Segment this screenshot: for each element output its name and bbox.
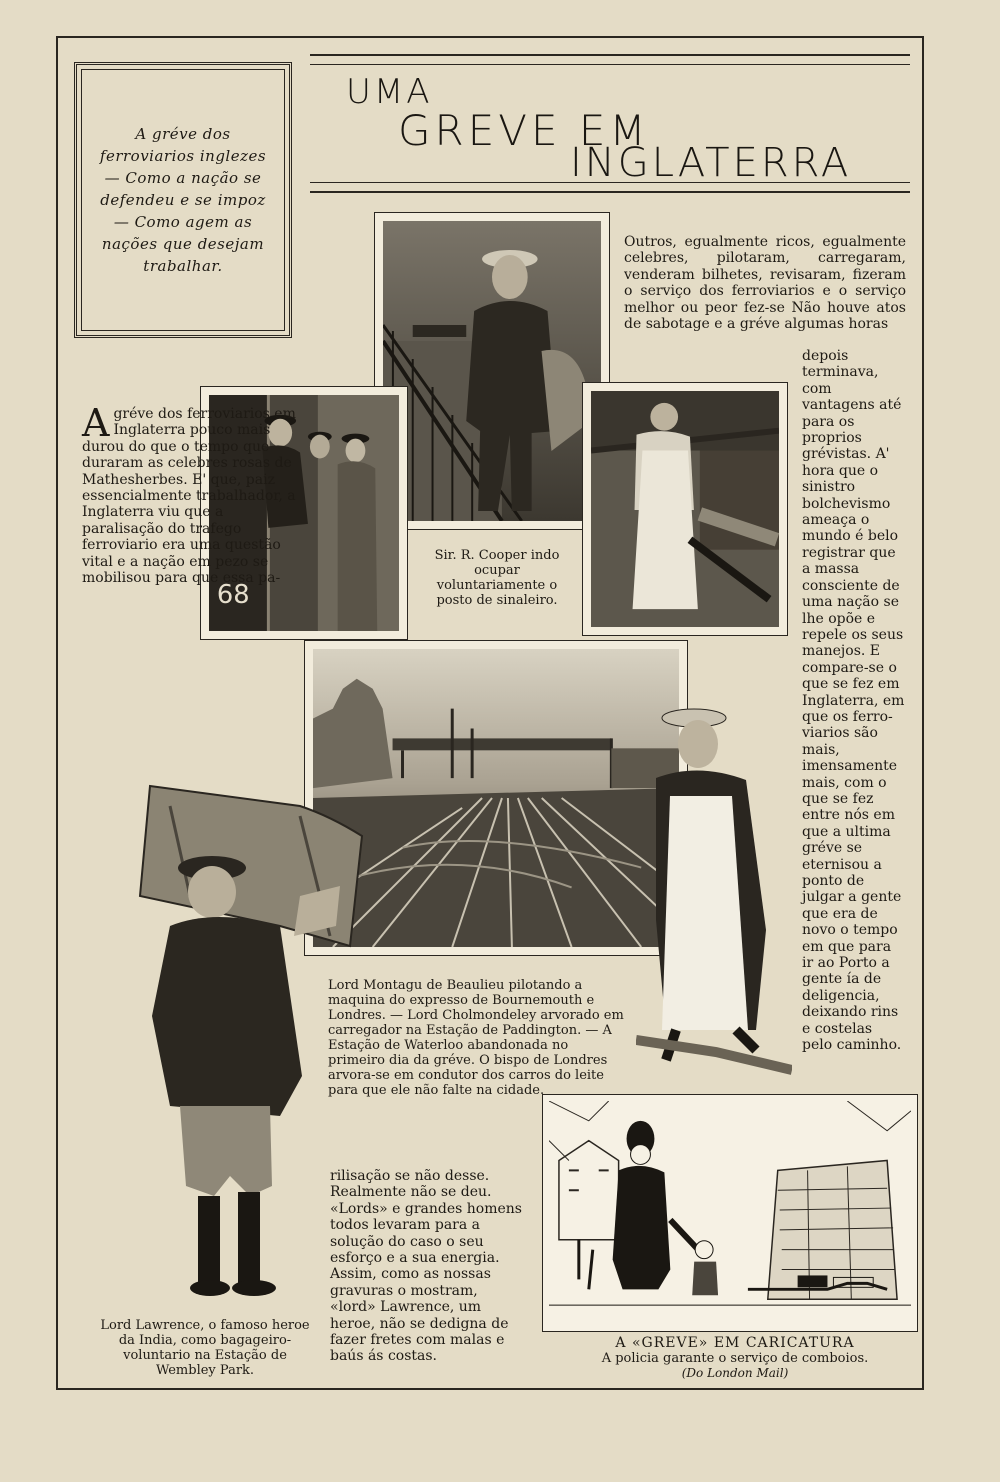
intro-text: A gréve dos ferroviarios inglezes— Como a nação se defendeu e se impoz— Como agem as nações que desejam trabalhar.: [99, 125, 267, 275]
cartoon-illustration: [542, 1094, 918, 1332]
photo-cooper-image: [383, 221, 601, 521]
title-rule-top: [310, 54, 910, 65]
photo-porter-apron: [636, 700, 792, 1080]
photo-porter-cart: [582, 382, 788, 636]
photo-porter-apron-image: [636, 700, 792, 1080]
locomotive-number: 68: [216, 580, 250, 611]
right-top-text: Outros, egualmente ricos, egualmente celebres, pilotaram, carregaram, venderam bilhetes, revisaram, fizeram o serviço dos ferroviarios e o serviço melhor ou peor fez-se Não houve atos de sabotage e a gréve algumas horas: [624, 234, 906, 333]
photo-cooper-signalman: [374, 212, 610, 530]
caption-cooper: Sir. R. Cooper indo ocupar voluntariamente o posto de sinaleiro.: [434, 548, 560, 608]
mid-bottom-text: rilisação se não desse. Realmente não se deu. «Lords» e grandes homens todos levaram para a solução do caso o seu esforço e a sua energia. Assim, como as nossas gravuras o mostram, «lord» Lawrence, um heroe, não se dedigna de fazer fretes com malas e baús ás costas.: [330, 1168, 522, 1365]
title-line-2: GREVE EM: [398, 106, 650, 155]
photo-porter-image: [591, 391, 779, 627]
left-column-paragraph: [82, 401, 298, 587]
title-rule-bottom: [310, 182, 910, 193]
caption-montagu-group: Lord Montagu de Beaulieu pilotando a maquina do expresso de Bournemouth e Londres. — Lord Cholmondeley arvorado em carregador na Estação de Paddington. — A Estação de Waterloo abandonada no primeiro dia da gréve. O bispo de Londres arvora-se em condutor dos carros do leite para que ele não falte na cidade.: [328, 978, 624, 1098]
caption-lawrence: Lord Lawrence, o famoso heroe da India, como bagageiro-voluntario na Estação de Wembley Park.: [100, 1318, 310, 1378]
intro-inner-frame: [81, 69, 285, 331]
title-line-3: INGLATERRA: [570, 140, 852, 186]
left-column-body: gréve dos ferroviarios em Inglaterra pouco mais durou do que o tempo que duraram as celebres rosas de Mathesherbes. E' que, paiz essencialmente trabalhador, a Inglaterra viu que a paralisação do trafego ferroviario era uma questão vital e a nação em pezo se mobilisou para que essa pa-: [82, 406, 296, 587]
caption-cartoon: [560, 1336, 910, 1381]
photo-tracks-image: [313, 649, 679, 947]
caption-cartoon-title: A «GREVE» EM CARICATURA: [615, 1335, 855, 1351]
drop-cap: A: [82, 401, 110, 445]
left-column-text: [82, 401, 298, 587]
intro-box: [74, 62, 292, 338]
cartoon-image: [549, 1101, 911, 1325]
caption-cartoon-source: (Do London Mail): [681, 1366, 789, 1380]
caption-cartoon-subtitle: A policia garante o serviço de comboios.: [601, 1351, 869, 1366]
title-line-1: UMA: [346, 72, 433, 112]
right-narrow-text: depois terminava, com vantagens até para os proprios grévistas. A' hora que o sinistro bolchevismo ameaça o mundo é belo registrar que a massa consciente de uma nação se lhe opõe e repele os seus manejos. E compare-se o que se fez em Inglaterra, em que os ferro-viarios são mais, imensamente mais, com o que se fez entre nós em que a ultima gréve se eternisou a ponto de julgar a gente que era de novo o tempo em que para ir ao Porto a gente ía de deligencia, deixando rins e costelas pelo caminho.: [802, 348, 905, 1054]
